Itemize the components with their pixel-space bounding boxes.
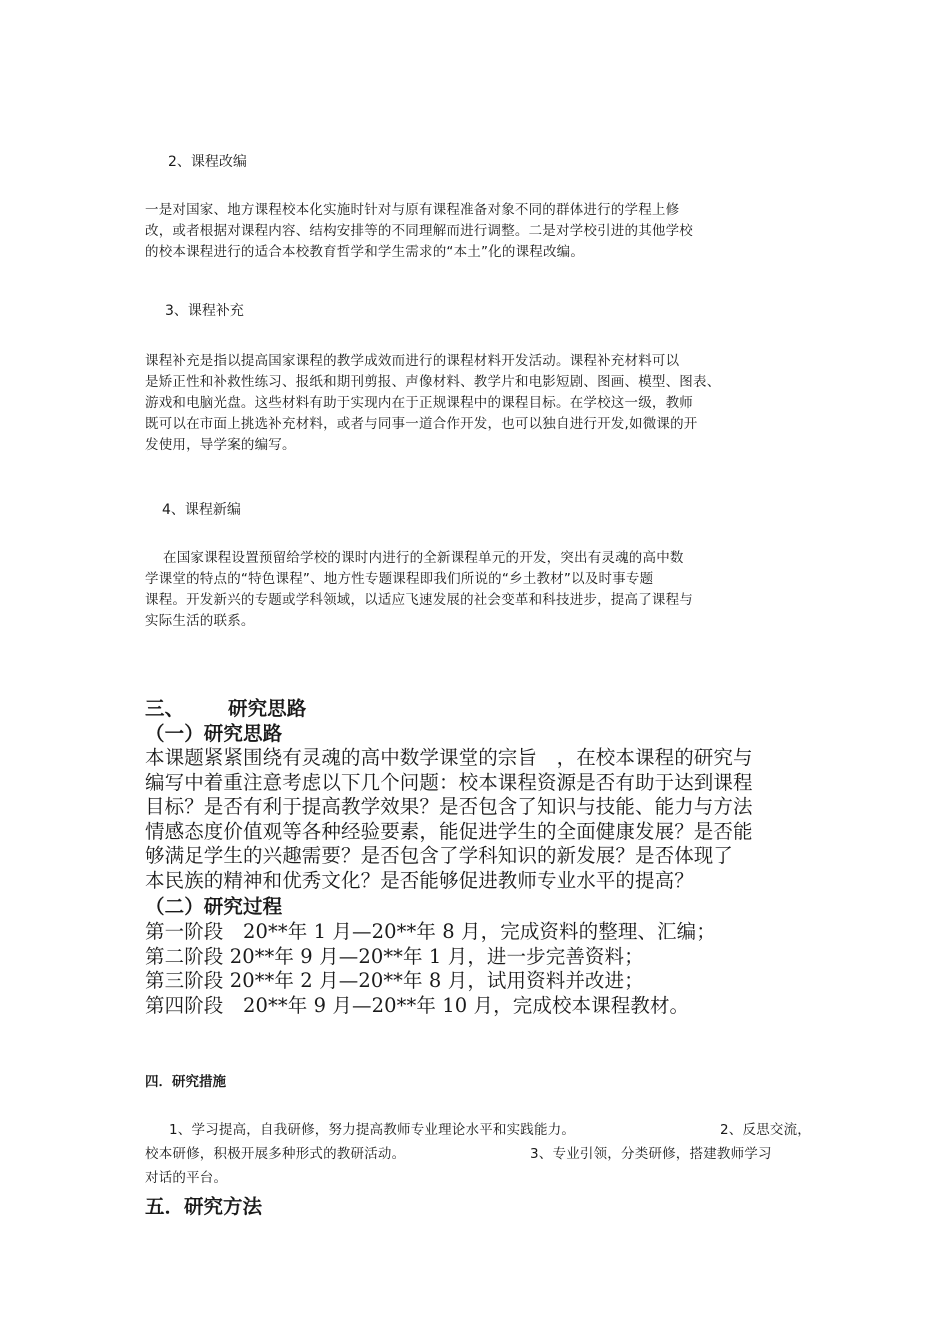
text-line: 学课堂的特点的“特色课程”、地方性专题课程即我们所说的“乡土教材”以及时事专题 (145, 571, 654, 587)
part4-heading: 四．研究措施 (145, 1074, 226, 1090)
text-line: 本课题紧紧围绕有灵魂的高中数学课堂的宗旨 ，在校本课程的研究与 (145, 746, 753, 769)
paragraph-research-measures (145, 1120, 825, 1192)
paragraph-course-supplement (145, 351, 825, 456)
text-line: 游戏和电脑光盘。这些材料有助于实现内在于正规课程中的课程目标。在学校这一级，教师 (145, 395, 693, 411)
stage-item: 第四阶段 20**年 9 月—20**年 10 月，完成校本课程教材。 (145, 993, 690, 1017)
subheading-research-process: （二）研究过程 (145, 895, 283, 918)
text-line: 编写中着重注意考虑以下几个问题：校本课程资源是否有助于达到课程 (145, 770, 753, 794)
text-line: 是矫正性和补救性练习、报纸和期刊剪报、声像材料、教学片和电影短剧、图画、模型、图表、 (145, 374, 721, 390)
subheading-research-approach: （一）研究思路 (145, 722, 283, 745)
paragraph-course-adaptation (145, 200, 825, 263)
measure-item-3-part-b: 对话的平台。 (145, 1170, 228, 1186)
stage-item: 第一阶段 20**年 1 月—20**年 8 月，完成资料的整理、汇编； (145, 920, 716, 943)
part3-title: 研究思路 (227, 697, 307, 720)
text-line: 的校本课程进行的适合本校教育哲学和学生需求的“本土”化的课程改编。 (145, 244, 585, 260)
stage-item: 第二阶段 20**年 9 月—20**年 1 月，进一步完善资料； (145, 944, 644, 968)
measure-item-2-part-a: 2、反思交流， (720, 1122, 811, 1138)
part3-number: 三、 (145, 697, 185, 720)
text-line: 发使用，导学案的编写。 (145, 437, 296, 453)
section-heading-course-adaptation: 2、课程改编 (168, 154, 247, 170)
text-line: 本民族的精神和优秀文化？是否能够促进教师专业水平的提高？ (145, 868, 694, 892)
list-research-stages (145, 920, 825, 1018)
text-line: 课程。开发新兴的专题或学科领域，以适应飞速发展的社会变革和科技进步，提高了课程与 (145, 592, 693, 608)
text-line: 实际生活的联系。 (145, 613, 255, 629)
paragraph-new-course (145, 548, 825, 632)
stage-item: 第三阶段 20**年 2 月—20**年 8 月，试用资料并改进； (145, 969, 644, 992)
text-line: 既可以在市面上挑选补充材料，或者与同事一道合作开发，也可以独自进行开发,如微课的开 (145, 416, 698, 432)
part5-heading: 五．研究方法 (145, 1195, 263, 1218)
paragraph-research-approach (145, 746, 825, 893)
measure-item-1: 1、学习提高，自我研修，努力提高教师专业理论水平和实践能力。 (169, 1122, 576, 1138)
text-line: 改，或者根据对课程内容、结构安排等的不同理解而进行调整。二是对学校引进的其他学校 (145, 223, 693, 239)
text-line: 一是对国家、地方课程校本化实施时针对与原有课程准备对象不同的群体进行的学程上修 (145, 202, 680, 218)
text-line: 情感态度价值观等各种经验要素，能促进学生的全面健康发展？是否能 (145, 819, 753, 843)
measure-item-2-part-b: 校本研修，积极开展多种形式的教研活动。 (145, 1146, 406, 1162)
text-line: 在国家课程设置预留给学校的课时内进行的全新课程单元的开发，突出有灵魂的高中数 (163, 550, 684, 566)
text-line: 课程补充是指以提高国家课程的教学成效而进行的课程材料开发活动。课程补充材料可以 (145, 353, 680, 369)
measure-item-3-part-a: 3、专业引领，分类研修，搭建教师学习 (530, 1146, 772, 1162)
text-line: 目标？是否有利于提高教学效果？是否包含了知识与技能、能力与方法 (145, 795, 753, 818)
section-heading-course-supplement: 3、课程补充 (165, 303, 244, 319)
part3-heading (145, 697, 306, 722)
text-line: 够满足学生的兴趣需要？是否包含了学科知识的新发展？是否体现了 (145, 844, 734, 867)
section-heading-new-course: 4、课程新编 (162, 502, 241, 518)
